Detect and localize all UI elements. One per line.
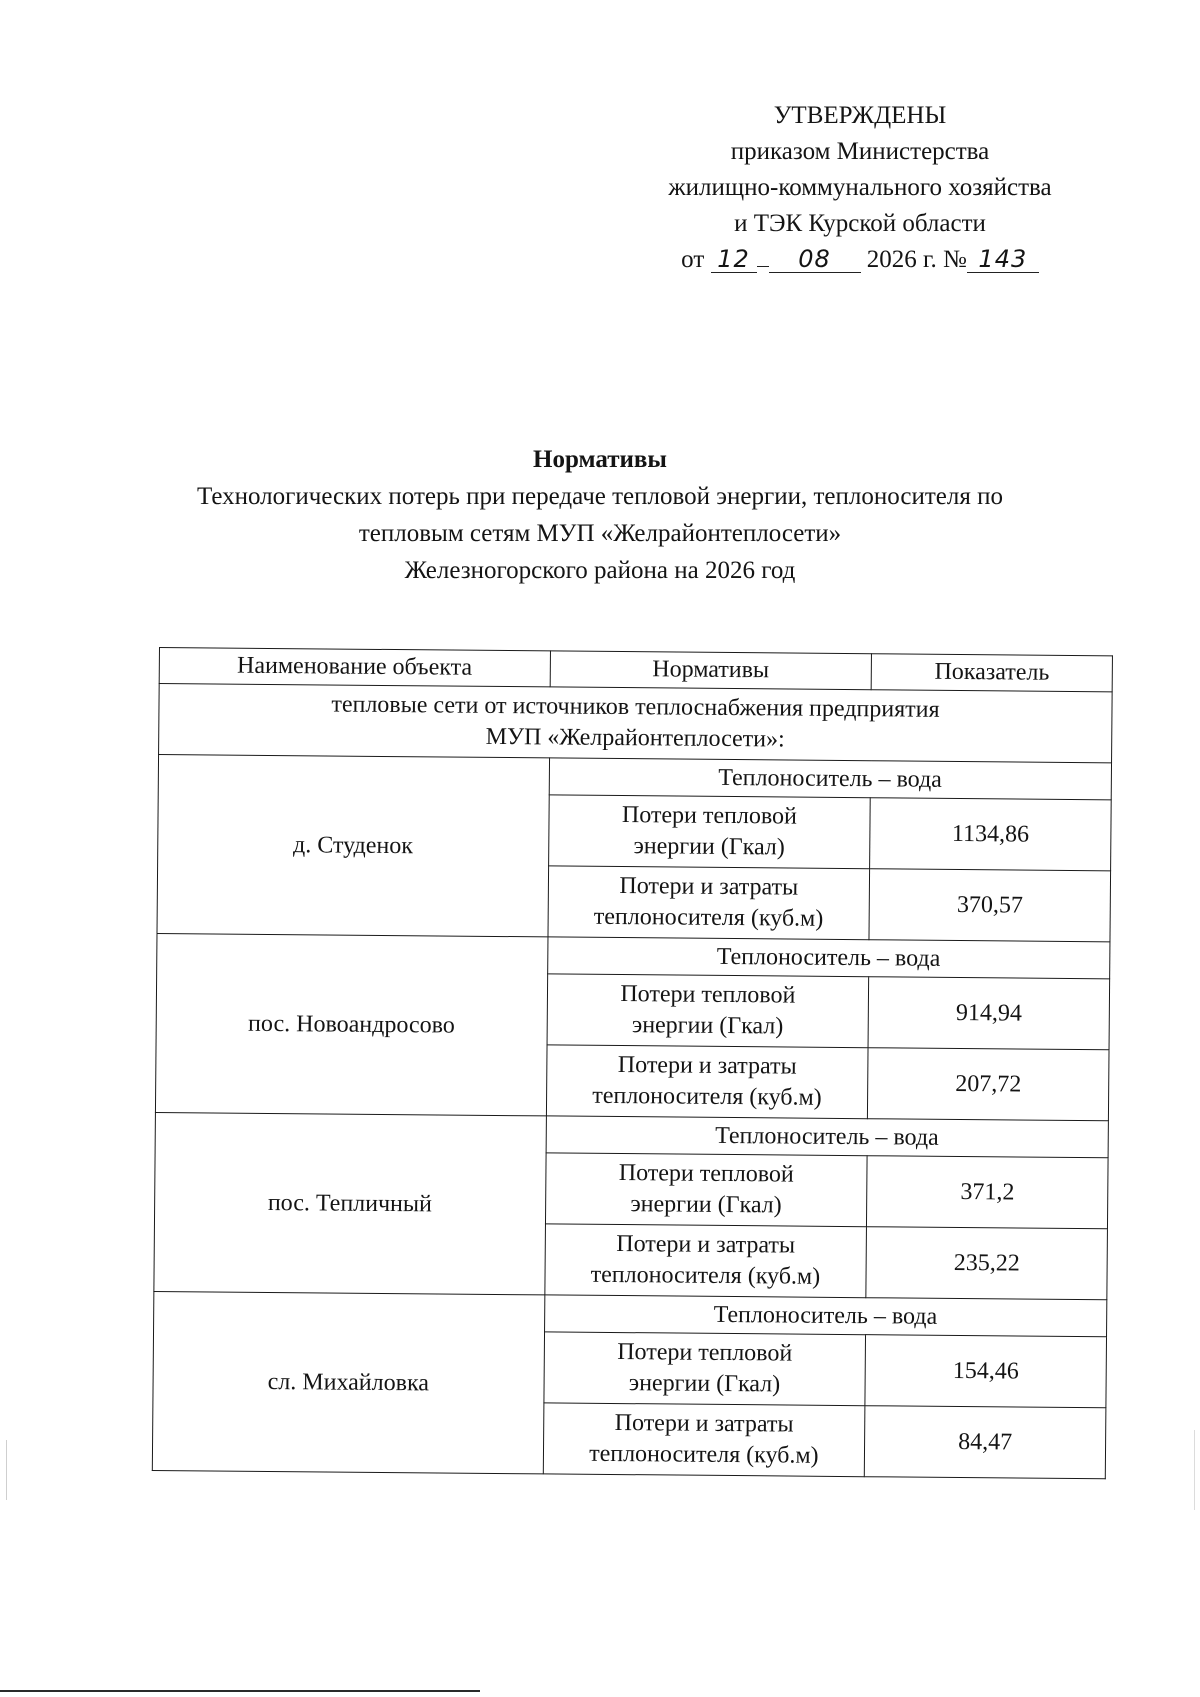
heat-loss-label-cell: [547, 974, 869, 1048]
table-row: [158, 755, 1111, 800]
coolant-value-cell: 84,47: [865, 1406, 1106, 1479]
table-row: [157, 933, 1110, 978]
heat-loss-label-line-1: Потери тепловой: [617, 1339, 793, 1367]
coolant-label-line-1: Потери и затраты: [619, 873, 799, 901]
heat-loss-value-cell: 154,46: [865, 1335, 1106, 1408]
approval-line-housing: жилищно-коммунального хозяйства: [668, 174, 1052, 201]
approval-block: [600, 98, 1120, 278]
heat-loss-value-cell: 1134,86: [870, 798, 1111, 871]
section-line-1: тепловые сети от источников теплоснабжения предприятия: [331, 691, 940, 723]
heat-loss-label-line-1: Потери тепловой: [621, 802, 798, 830]
coolant-label-cell: [546, 1045, 868, 1119]
heat-loss-label-cell: [543, 1332, 865, 1406]
heat-loss-label-line-2: энергии (Гкал): [630, 1191, 782, 1219]
coolant-label-line-1: Потери и затраты: [616, 1231, 796, 1259]
header-indicator: Показатель: [871, 654, 1112, 692]
scan-edge-mark-right: [1194, 1430, 1195, 1510]
heat-loss-label-line-1: Потери тепловой: [618, 1160, 794, 1188]
heat-loss-label-cell: [548, 795, 870, 869]
coolant-label-line-2: теплоносителя (куб.м): [593, 903, 824, 932]
scan-edge-mark-left: [6, 1440, 7, 1500]
heat-loss-label-line-2: энергии (Гкал): [633, 833, 785, 861]
section-row: [159, 684, 1113, 763]
title-line-1: Технологических потерь при передаче тепловой энергии, теплоносителя по: [197, 483, 1003, 510]
coolant-value-cell: 235,22: [866, 1227, 1107, 1300]
table-row: [155, 1112, 1108, 1157]
coolant-label-cell: [543, 1403, 865, 1477]
heat-loss-label-cell: [545, 1153, 867, 1227]
object-name-cell: сл. Михайловка: [152, 1291, 544, 1473]
heat-loss-label-line-2: энергии (Гкал): [628, 1370, 781, 1398]
section-line-2: МУП «Желрайонтеплосети»:: [485, 723, 785, 753]
header-norms: Нормативы: [550, 651, 872, 690]
handwritten-month: 08: [769, 246, 861, 273]
coolant-value-cell: 370,57: [869, 869, 1110, 942]
table-row: [154, 1291, 1107, 1336]
heat-loss-label-line-2: энергии (Гкал): [631, 1012, 784, 1040]
coolant-label-line-2: теплоносителя (куб.м): [589, 1440, 819, 1469]
scan-bottom-line: [0, 1690, 480, 1692]
document-heading: Нормативы: [533, 446, 667, 473]
heat-loss-value-cell: 371,2: [867, 1156, 1108, 1229]
approval-line-ministry: приказом Министерства: [730, 138, 990, 165]
section-cell: [159, 684, 1113, 763]
approval-heading: УТВЕРЖДЕНЫ: [773, 102, 947, 129]
object-name-cell: пос. Тепличный: [154, 1112, 546, 1294]
title-line-3: Железногорского района на 2026 год: [404, 557, 796, 584]
handwritten-order-number: 143: [967, 246, 1039, 273]
medium-cell: Теплоноситель – вода: [546, 1116, 1109, 1158]
document-title-block: [150, 441, 1050, 589]
year-and-number-label: 2026 г. №: [866, 246, 967, 273]
coolant-value-cell: 207,72: [868, 1048, 1109, 1121]
coolant-label-line-2: теплоносителя (куб.м): [592, 1082, 822, 1111]
coolant-label-cell: [544, 1224, 866, 1298]
approval-date-line: [600, 242, 1120, 278]
header-object-name: Наименование объекта: [159, 648, 550, 687]
heat-loss-value-cell: 914,94: [868, 977, 1109, 1050]
norms-table: [152, 647, 1113, 1479]
medium-cell: Теплоноситель – вода: [547, 937, 1110, 979]
medium-cell: Теплоноситель – вода: [549, 758, 1112, 800]
coolant-label-line-2: теплоносителя (куб.м): [590, 1261, 821, 1290]
handwritten-day: 12: [711, 246, 757, 273]
medium-cell: Теплоноситель – вода: [544, 1295, 1107, 1337]
coolant-label-line-1: Потери и затраты: [614, 1410, 794, 1438]
coolant-label-cell: [548, 866, 870, 940]
date-prefix: от: [681, 246, 705, 273]
heat-loss-label-line-1: Потери тепловой: [620, 981, 796, 1009]
object-name-cell: пос. Новоандросово: [155, 933, 547, 1115]
approval-line-region: и ТЭК Курской области: [734, 210, 986, 237]
object-name-cell: д. Студенок: [157, 755, 549, 937]
title-line-2: тепловым сетям МУП «Желрайонтеплосети»: [358, 520, 842, 547]
coolant-label-line-1: Потери и затраты: [617, 1052, 797, 1080]
blank-underline: [757, 266, 769, 267]
